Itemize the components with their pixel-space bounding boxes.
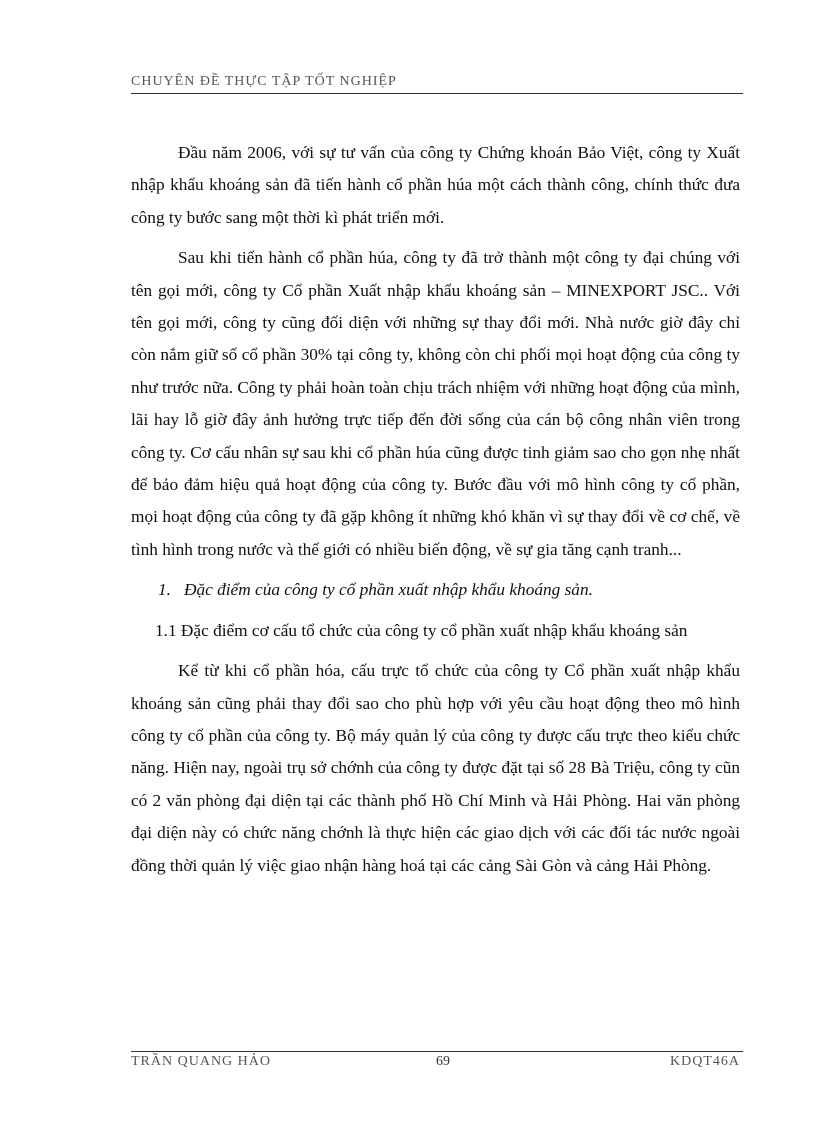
footer-class-code: KDQT46A xyxy=(670,1054,740,1069)
footer-author: TRẦN QUANG HẢO xyxy=(131,1054,271,1069)
footer-divider xyxy=(131,1051,743,1052)
footer-page-number: 69 xyxy=(436,1054,450,1069)
section-heading-1 xyxy=(131,574,740,606)
header-divider xyxy=(131,93,743,94)
section-heading-1-number: 1. xyxy=(158,580,171,600)
page-header-title: CHUYÊN ĐỀ THỰC TẬP TỐT NGHIỆP xyxy=(131,74,397,89)
document-body xyxy=(131,137,740,882)
subsection-heading-1-1: 1.1 Đặc điểm cơ cấu tổ chức của công ty cổ phần xuất nhập khẩu khoáng sản xyxy=(155,620,688,640)
paragraph-3: Kể từ khi cổ phần hóa, cấu trực tổ chức của công ty Cổ phần xuất nhập khẩu khoáng sản cũng phải thay đổi sao cho phù hợp với yêu cầu hoạt động theo mô hình công ty cổ phần của công ty. Bộ máy quản lý của công ty được cấu trực theo kiểu chức năng. Hiện nay, ngoài trụ sở chớnh của công ty được đặt tại số 28 Bà Triệu, công ty cũn có 2 văn phòng đại diện tại các thành phố Hồ Chí Minh và Hải Phòng. Hai văn phòng đại diện này có chức năng chớnh là thực hiện các giao dịch với các đối tác nước ngoài đồng thời quản lý việc giao nhận hàng hoá tại các cảng Sài Gòn và cảng Hải Phòng. xyxy=(131,661,740,875)
paragraph-2: Sau khi tiến hành cổ phần húa, công ty đã trở thành một công ty đại chúng với tên gọi mới, công ty Cổ phần Xuất nhập khẩu khoáng sản – MINEXPORT JSC.. Với tên gọi mới, công ty cũng đối diện với những sự thay đổi mới. Nhà nước giờ đây chỉ còn nắm giữ số cổ phần 30% tại công ty, không còn chi phối mọi hoạt động của công ty như trước nữa. Công ty phải hoàn toàn chịu trách nhiệm với những hoạt động của mình, lãi hay lỗ giờ đây ảnh hưởng trực tiếp đến đời sống của cán bộ công nhân viên trong công ty. Cơ cấu nhân sự sau khi cổ phần húa cũng được tinh giảm sao cho gọn nhẹ nhất để bảo đảm hiệu quả hoạt động của công ty. Bước đầu với mô hình công ty cổ phần, mọi hoạt động của công ty đã gặp không ít những khó khăn vì sự thay đổi về cơ chế, về tình hình trong nước và thế giới có nhiều biến động, về sự gia tăng cạnh tranh... xyxy=(131,248,740,559)
section-heading-1-text: Đặc điểm của công ty cổ phần xuất nhập khẩu khoáng sản. xyxy=(184,580,593,600)
paragraph-1: Đầu năm 2006, với sự tư vấn của công ty Chứng khoán Bảo Việt, công ty Xuất nhập khẩu khoáng sản đã tiến hành cổ phần húa một cách thành công, chính thức đưa công ty bước sang một thời kì phát triển mới. xyxy=(131,143,740,227)
